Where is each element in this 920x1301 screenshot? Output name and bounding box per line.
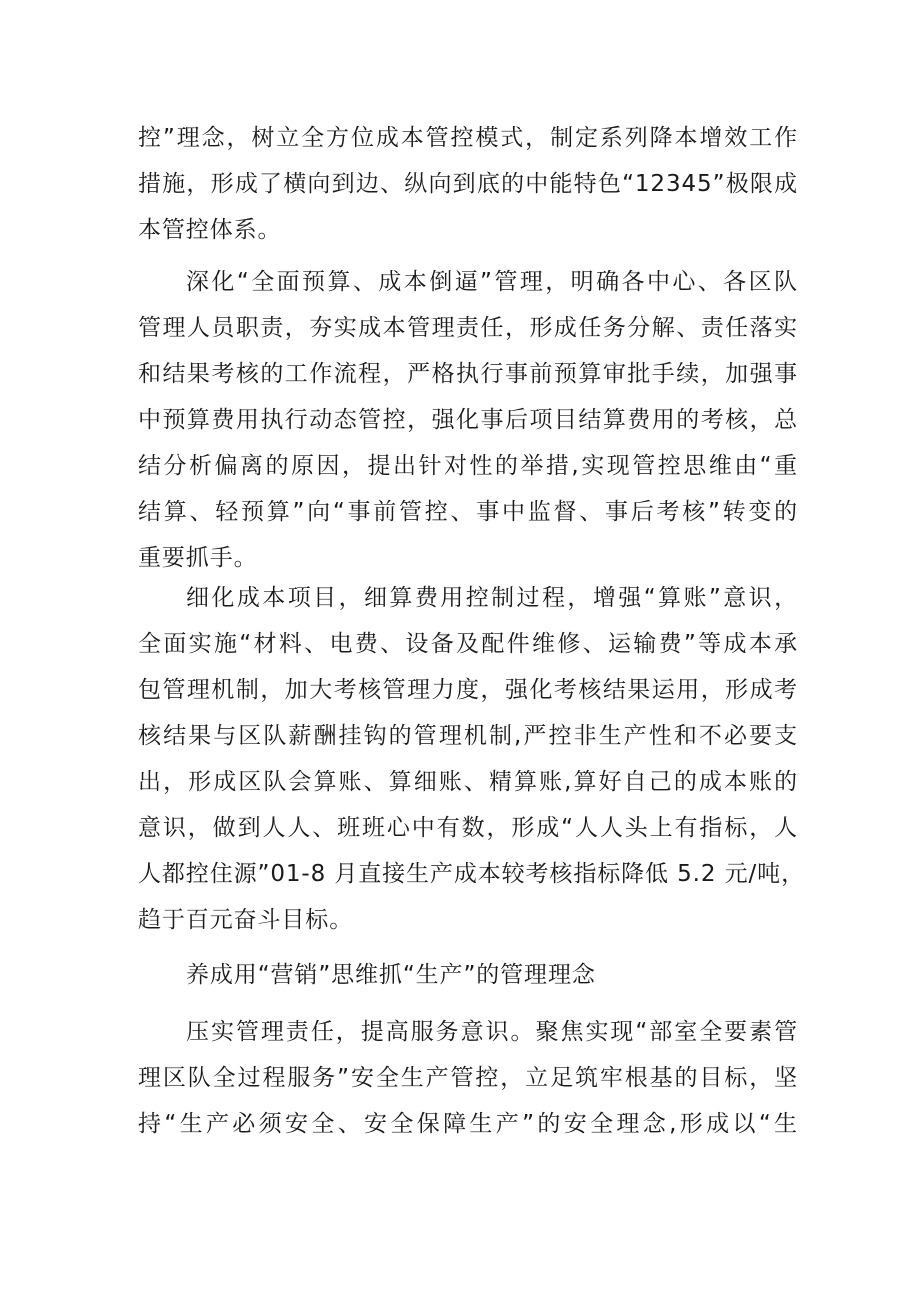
paragraph-line: 人都控住源”01-8 月直接生产成本较考核指标降低 5.2 元/吨，: [138, 861, 805, 887]
paragraph-line: 全面实施“材料、电费、设备及配件维修、运输费”等成本承: [138, 631, 798, 657]
heading-line: 养成用“营销”思维抓“生产”的管理理念: [186, 962, 596, 988]
paragraph-line: 压实管理责任，提高服务意识。聚焦实现“部室全要素管: [186, 1019, 798, 1045]
paragraph-management-responsibility: [138, 1009, 798, 1147]
paragraph-line: 包管理机制，加大考核管理力度，强化考核结果运用，形成考: [138, 677, 798, 703]
paragraph-line: 本管控体系。: [138, 217, 282, 243]
paragraph-line: 措施，形成了横向到边、纵向到底的中能特色“12345”极限成: [138, 171, 798, 197]
section-heading: [138, 952, 798, 998]
paragraph-line: 意识，做到人人、班班心中有数，形成“人人头上有指标，人: [138, 815, 798, 841]
paragraph-line: 出，形成区队会算账、算细账、精算账,算好自己的成本账的: [138, 769, 798, 795]
paragraph-line: 深化“全面预算、成本倒逼”管理，明确各中心、各区队: [186, 269, 798, 295]
paragraph-budget-management: [138, 259, 798, 581]
paragraph-line: 和结果考核的工作流程，严格执行事前预算审批手续，加强事: [138, 361, 798, 387]
paragraph-line: 管理人员职责，夯实成本管理责任，形成任务分解、责任落实: [138, 315, 798, 341]
paragraph-line: 持“生产必须安全、安全保障生产”的安全理念,形成以“生: [138, 1111, 798, 1137]
paragraph-cost-control-system: [138, 115, 798, 253]
paragraph-line: 中预算费用执行动态管控，强化事后项目结算费用的考核，总: [138, 407, 798, 433]
paragraph-line: 控”理念，树立全方位成本管控模式，制定系列降本增效工作: [138, 125, 798, 151]
paragraph-line: 重要抓手。: [138, 545, 258, 571]
paragraph-line: 结算、轻预算”向“事前管控、事中监督、事后考核”转变的: [138, 499, 798, 525]
paragraph-line: 趋于百元奋斗目标。: [138, 907, 354, 933]
paragraph-line: 理区队全过程服务”安全生产管控，立足筑牢根基的目标，坚: [138, 1065, 798, 1091]
paragraph-line: 细化成本项目，细算费用控制过程，增强“算账”意识，: [186, 585, 798, 611]
paragraph-line: 核结果与区队薪酬挂钩的管理机制,严控非生产性和不必要支: [138, 723, 798, 749]
paragraph-cost-items: [138, 575, 805, 943]
paragraph-line: 结分析偏离的原因，提出针对性的举措,实现管控思维由“重: [138, 453, 798, 479]
